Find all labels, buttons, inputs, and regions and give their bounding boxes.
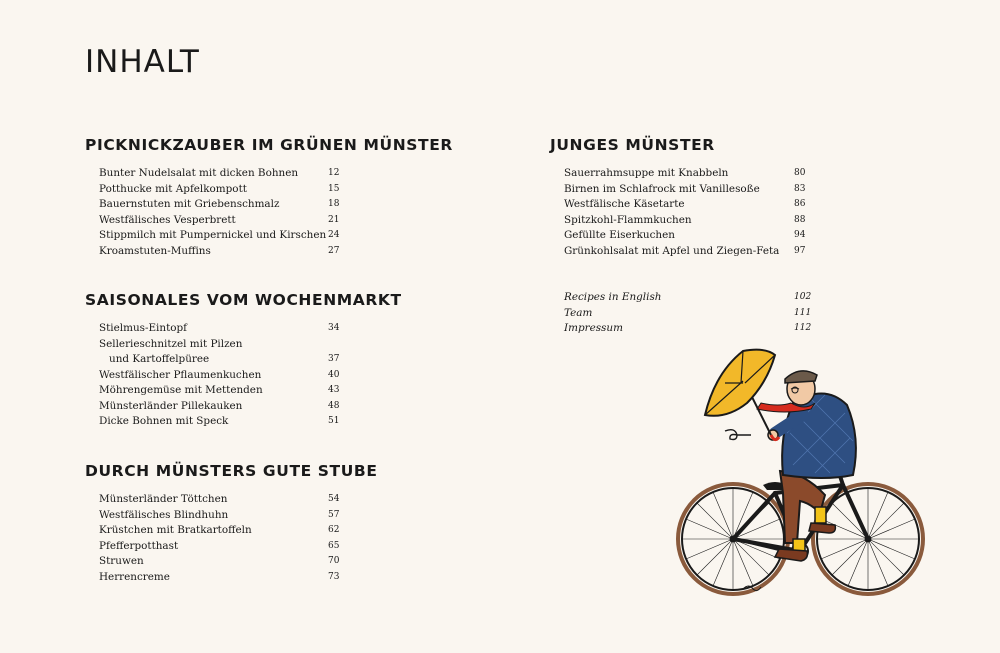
- entry-label: Dicke Bohnen mit Speck: [99, 415, 229, 427]
- toc-entry-team[interactable]: [550, 306, 812, 322]
- entry-label: Westfälisches Vesperbrett: [99, 213, 236, 226]
- toc-entry-continuation[interactable]: [85, 352, 402, 368]
- page-title: INHALT: [85, 44, 200, 80]
- entry-page: 80: [794, 168, 806, 178]
- rider-head: [785, 371, 817, 405]
- entry-label: Struwen: [99, 555, 144, 567]
- entry-label: Sauerrahmsuppe mit Knabbeln: [564, 167, 729, 179]
- entry-page: 24: [328, 230, 340, 240]
- section-extras: [550, 290, 812, 337]
- toc-entry[interactable]: [85, 399, 402, 415]
- toc-entry-impressum[interactable]: [550, 321, 812, 337]
- entry-page: 62: [328, 525, 340, 535]
- toc-entry[interactable]: [550, 197, 806, 213]
- entry-label: Herrencreme: [99, 570, 170, 583]
- section-gute-stube: [85, 462, 378, 585]
- toc-entry-recipes-english[interactable]: [550, 290, 812, 306]
- entry-label: Stippmilch mit Pumpernickel und Kirschen: [99, 229, 327, 241]
- wind-swirl: [725, 430, 751, 440]
- section-heading: JUNGES MÜNSTER: [550, 136, 715, 154]
- toc-entry[interactable]: [85, 492, 378, 508]
- entry-label: Stielmus-Eintopf: [99, 322, 188, 334]
- entry-label: Team: [564, 306, 593, 319]
- cyclist-illustration: [675, 343, 930, 603]
- entry-page: 43: [328, 385, 340, 395]
- section-heading: SAISONALES VOM WOCHENMARKT: [85, 291, 402, 309]
- entry-page: 48: [328, 400, 340, 411]
- entry-label: Grünkohlsalat mit Apfel und Ziegen-Feta: [564, 244, 780, 257]
- entry-page: 27: [328, 245, 340, 256]
- toc-entry[interactable]: [85, 570, 378, 586]
- toc-entry[interactable]: [85, 321, 402, 337]
- toc-entry[interactable]: [550, 182, 806, 198]
- toc-entry[interactable]: [85, 197, 453, 213]
- toc-entry[interactable]: [85, 213, 453, 229]
- entry-page: 34: [328, 323, 340, 333]
- entry-label: Pfefferpotthast: [99, 539, 179, 552]
- toc-entry[interactable]: [85, 182, 453, 198]
- toc-entry[interactable]: [85, 337, 402, 353]
- entry-page: 18: [328, 199, 340, 209]
- section-saisonales: [85, 291, 402, 430]
- entry-page: 97: [794, 245, 806, 256]
- entry-label: Impressum: [564, 322, 623, 334]
- entry-page: 21: [328, 214, 340, 225]
- entry-label: Gefüllte Eiserkuchen: [564, 229, 675, 241]
- toc-entry[interactable]: [85, 383, 402, 399]
- entry-label: Spitzkohl-Flammkuchen: [564, 213, 692, 226]
- section-heading: PICKNICKZAUBER IM GRÜNEN MÜNSTER: [85, 136, 453, 154]
- toc-entry[interactable]: [85, 554, 378, 570]
- entry-page: 51: [328, 416, 340, 426]
- entry-page: 111: [794, 307, 812, 318]
- toc-entry[interactable]: [85, 523, 378, 539]
- toc-entry[interactable]: [550, 244, 806, 260]
- toc-entry[interactable]: [85, 539, 378, 555]
- entry-page: 112: [794, 323, 812, 333]
- toc-entry[interactable]: [85, 228, 453, 244]
- entry-page: 86: [794, 199, 806, 209]
- entry-page: 73: [328, 571, 340, 582]
- toc-entry[interactable]: [550, 228, 806, 244]
- toc-entry[interactable]: [85, 368, 402, 384]
- entry-page: 83: [794, 183, 806, 194]
- entry-label: Sellerieschnitzel mit Pilzen: [99, 337, 243, 350]
- entry-page: 37: [328, 354, 340, 364]
- section-picknickzauber: [85, 136, 453, 259]
- section-junges-muenster: [550, 136, 806, 259]
- entry-page: 88: [794, 214, 806, 225]
- section-heading: DURCH MÜNSTERS GUTE STUBE: [85, 462, 378, 480]
- entry-page: 102: [794, 292, 812, 302]
- entry-label: Münsterländer Pillekauken: [99, 399, 243, 412]
- entry-label: Münsterländer Töttchen: [99, 493, 228, 505]
- entry-label: Recipes in English: [564, 291, 662, 303]
- entry-page: 54: [328, 494, 340, 504]
- entry-label: Birnen im Schlafrock mit Vanillesoße: [564, 182, 760, 195]
- toc-entry[interactable]: [85, 414, 402, 430]
- entry-label: Westfälischer Pflaumenkuchen: [99, 368, 262, 381]
- toc-entry[interactable]: [550, 213, 806, 229]
- entry-label: Westfälisches Blindhuhn: [99, 508, 229, 521]
- entry-label: Möhrengemüse mit Mettenden: [99, 384, 263, 396]
- entry-label: Kroamstuten-Muffins: [99, 244, 211, 257]
- entry-page: 94: [794, 230, 806, 240]
- toc-entry[interactable]: [85, 244, 453, 260]
- entry-label: Bunter Nudelsalat mit dicken Bohnen: [99, 167, 299, 179]
- entry-label: Bauernstuten mit Griebenschmalz: [99, 198, 280, 210]
- toc-entry[interactable]: [85, 508, 378, 524]
- toc-entry[interactable]: [550, 166, 806, 182]
- entry-label: Potthucke mit Apfelkompott: [99, 182, 247, 195]
- entry-page: 70: [328, 556, 340, 566]
- toc-entry[interactable]: [85, 166, 453, 182]
- entry-label: und Kartoffelpüree: [109, 353, 210, 365]
- entry-page: 40: [328, 369, 340, 380]
- entry-page: 12: [328, 168, 340, 178]
- entry-page: 65: [328, 540, 340, 551]
- umbrella: [705, 350, 779, 440]
- entry-label: Westfälische Käsetarte: [564, 198, 685, 210]
- entry-page: 57: [328, 509, 340, 520]
- entry-page: 15: [328, 183, 340, 194]
- entry-label: Krüstchen mit Bratkartoffeln: [99, 524, 252, 536]
